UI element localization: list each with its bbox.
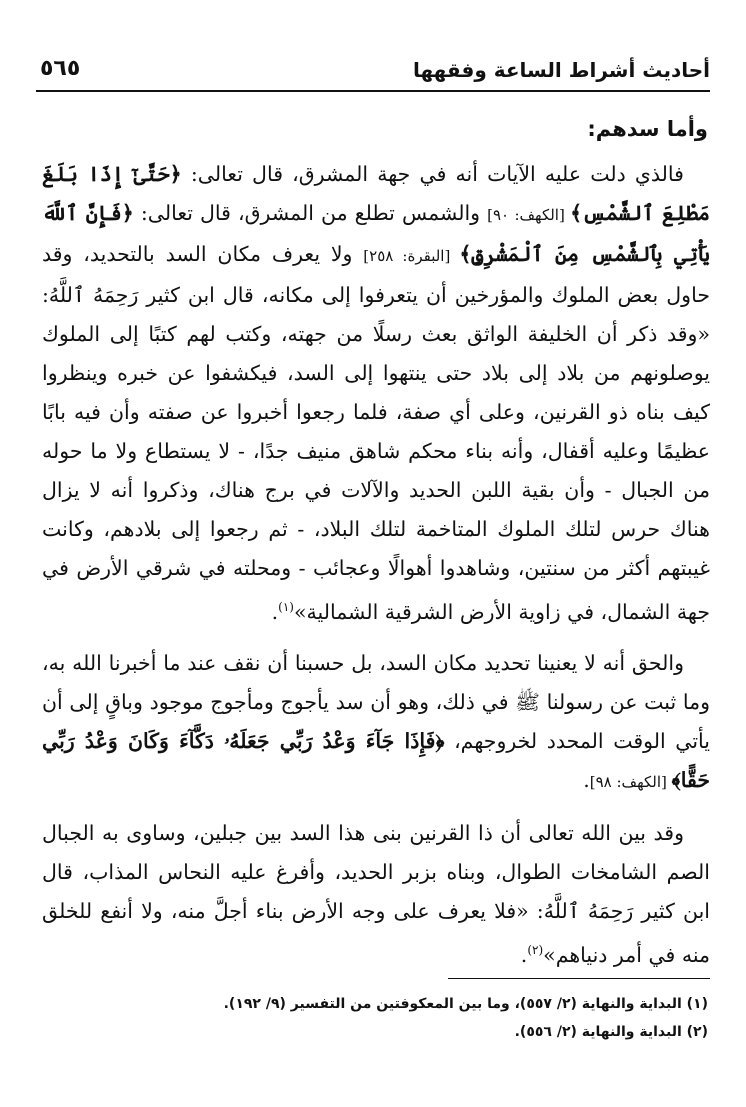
verse-reference: [الكهف: ٩٨] <box>589 772 672 791</box>
footnote-marker: (٢) <box>527 942 544 957</box>
verse-reference: [البقرة: ٢٥٨] <box>363 247 460 265</box>
page-number: ٥٦٥ <box>40 56 81 81</box>
paragraph-text: . <box>520 942 528 967</box>
paragraph-text: . <box>583 767 590 792</box>
footnote-2: (٢) البداية والنهاية (٢/ ٥٥٦). <box>514 1024 708 1040</box>
footnote-marker: (١) <box>278 600 294 614</box>
page-header <box>36 54 710 92</box>
verse-reference: [الكهف: ٩٠] <box>487 206 571 224</box>
paragraph-text: والحق أنه لا يعنينا تحديد مكان السد، بل حسبنا أن نقف عند ما أخبرنا الله به، وما ثبت عن رسولنا ﷺ في ذلك، وهو أن سد يأجوج ومأجوج موجود وباقٍ إلى أن يأتي الوقت المحدد لخروجهم، <box>42 650 710 753</box>
running-title: أحاديث أشراط الساعة وفقهها <box>412 58 710 82</box>
paragraph-3 <box>42 814 710 975</box>
quran-verse: ﴿فَإِنَّ ٱللَّهَ يَأْتِي بِٱلشَّمْسِ مِنَ ٱلْمَشْرِقِ﴾ <box>42 201 710 266</box>
paragraph-text: . <box>271 599 279 624</box>
section-heading: وأما سدهم: <box>587 117 708 141</box>
paragraph-text: وقد بين الله تعالى أن ذا القرنين بنى هذا السد بين جبلين، وساوى به الجبال الصم الشامخات الطوال، وبناه بزبر الحديد، وأفرغ عليه النحاس المذاب، قال ابن كثير رَحِمَهُ ٱللَّهُ: «فلا يعرف على وجه الأرض بناء أجلَّ منه، ولا أنفع للخلق منه في أمر دنياهم» <box>42 820 710 967</box>
quran-verse: ﴿فَإِذَا جَآءَ وَعْدُ رَبِّي جَعَلَهُۥ دَكَّآءَ وَكَانَ وَعْدُ رَبِّي حَقًّا﴾ <box>42 728 710 792</box>
paragraph-text: ولا يعرف مكان السد بالتحديد، وقد حاول بعض الملوك والمؤرخين أن يتعرفوا إلى مكانه، قال ابن كثير رَحِمَهُ ٱللَّهُ: «وقد ذكر أن الخليفة الواثق بعث رسلًا من جهته، وكتب لهم كتبًا إلى الملوك يوصلونهم من بلاد إلى بلاد حتى ينتهوا إلى السد، فيكشفوا عن خبره وينظروا كيف بناه ذو القرنين، وعلى أي صفة، فلما رجعوا أخبروا عن صفته وأن فيه بابًا عظيمًا وعليه أقفال، وأنه بناء محكم شاهق منيف جدًا، - لا يستطاع ولا ما حوله من الجبال - وأن بقية اللبن الحديد والآلات في برج هناك، وذكروا أنه لا يزال هناك حرس لتلك الملوك المتاخمة لتلك البلاد، - ثم رجعوا إلى بلادهم، وكانت غيبتهم أكثر من سنتين، وشاهدوا أهوالًا وعجائب - ومحلته في شرقي الأرض في جهة الشمال، في زاوية الأرض الشرقية الشمالية» <box>42 242 710 624</box>
main-text <box>42 110 710 987</box>
footnote-divider <box>448 978 710 979</box>
footnote-1: (١) البداية والنهاية (٢/ ٥٥٧)، وما بين المعكوفتين من التفسير (٩/ ١٩٢). <box>223 996 708 1012</box>
paragraph-text: فالذي دلت عليه الآيات أنه في جهة المشرق، قال تعالى: <box>181 162 684 186</box>
paragraph-1 <box>42 155 710 632</box>
quran-verse: ﴿حَتَّىٰٓ إِذَا بَلَغَ مَطْلِعَ ٱلشَّمْسِ﴾ <box>42 162 710 225</box>
paragraph-text: والشمس تطلع من المشرق، قال تعالى: <box>133 201 488 225</box>
paragraph-2 <box>42 644 710 802</box>
footnotes <box>36 990 708 1046</box>
